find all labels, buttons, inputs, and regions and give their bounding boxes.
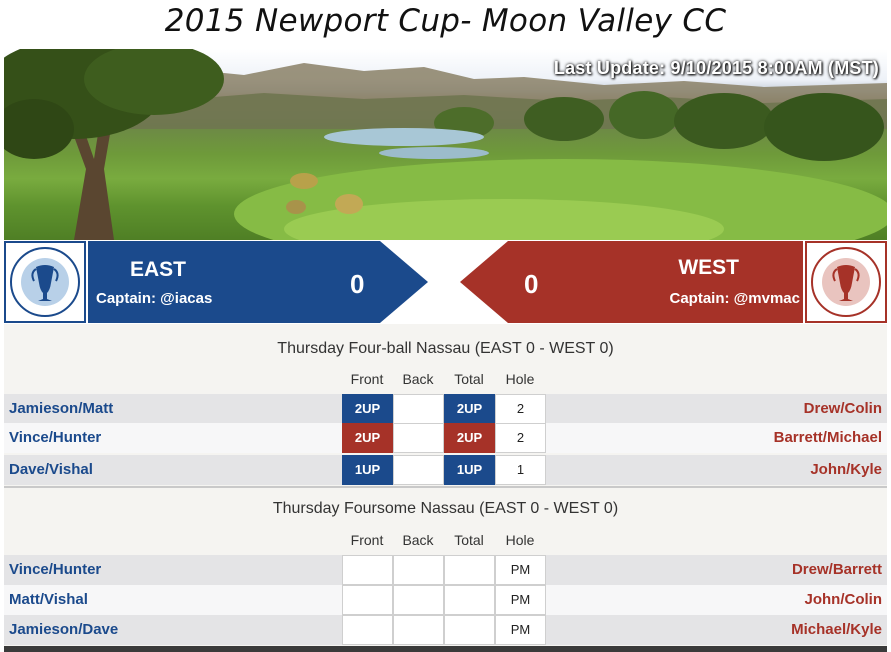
east-pair: Jamieson/Dave [9, 621, 119, 638]
match-row[interactable] [4, 585, 887, 615]
back-cell [393, 615, 444, 645]
west-pair: John/Colin [804, 591, 882, 608]
match-row[interactable] [4, 423, 887, 453]
east-score: 0 [350, 269, 365, 299]
east-pair: Vince/Hunter [9, 429, 102, 446]
col-hole: Hole [505, 532, 535, 548]
total-cell [444, 555, 495, 585]
total-cell: 1UP [444, 455, 495, 485]
match-row[interactable] [4, 615, 887, 645]
match-row[interactable] [4, 455, 887, 485]
west-team-banner [460, 241, 803, 323]
west-pair: Drew/Colin [803, 400, 882, 417]
hole-cell: PM [495, 585, 546, 615]
golf-course-hero-image [4, 49, 887, 240]
col-front: Front [350, 371, 384, 387]
total-cell [444, 585, 495, 615]
east-banner-shape [88, 241, 428, 323]
east-pair: Jamieson/Matt [9, 400, 114, 417]
front-cell [342, 615, 393, 645]
match-row[interactable] [4, 394, 887, 424]
team-scoreboard [4, 240, 887, 324]
back-cell [393, 423, 444, 453]
front-cell: 2UP [342, 394, 393, 424]
col-total: Total [454, 532, 484, 548]
east-pair: Dave/Vishal [9, 461, 93, 478]
back-cell [393, 585, 444, 615]
west-team-logo [805, 241, 887, 323]
east-pair: Vince/Hunter [9, 561, 102, 578]
west-score: 0 [524, 269, 539, 299]
front-cell [342, 585, 393, 615]
section-title: Thursday Foursome Nassau (EAST 0 - WEST 0) [272, 500, 619, 517]
sand-trap-logo-icon [6, 243, 84, 321]
footer-bar [4, 646, 887, 652]
hole-cell: PM [495, 555, 546, 585]
west-pair: Drew/Barrett [791, 561, 882, 578]
east-team-name: EAST [130, 258, 187, 281]
section-title: Thursday Four-ball Nassau (EAST 0 - WEST 0) [277, 340, 614, 357]
back-cell [393, 455, 444, 485]
west-pair: Michael/Kyle [791, 621, 882, 638]
hole-cell: 2 [495, 394, 546, 424]
fourball-section [4, 324, 887, 486]
col-total: Total [454, 371, 484, 387]
page-title: 2015 Newport Cup- Moon Valley CC [164, 3, 727, 39]
west-team-name: WEST [678, 256, 739, 279]
front-cell: 2UP [342, 423, 393, 453]
east-pair: Matt/Vishal [9, 591, 88, 608]
total-cell: 2UP [444, 394, 495, 424]
last-update-text: Last Update: 9/10/2015 8:00AM (MST) [553, 58, 879, 78]
hole-cell: 1 [495, 455, 546, 485]
foursome-section [4, 488, 887, 646]
front-cell: 1UP [342, 455, 393, 485]
total-cell [444, 615, 495, 645]
match-row[interactable] [4, 555, 887, 585]
east-team-logo [4, 241, 86, 323]
west-pair: Barrett/Michael [773, 429, 882, 446]
hole-cell: PM [495, 615, 546, 645]
back-cell [393, 394, 444, 424]
sand-trap-logo-icon [807, 243, 885, 321]
east-captain: Captain: @iacas [96, 290, 213, 307]
west-captain: Captain: @mvmac [669, 290, 800, 307]
front-cell [342, 555, 393, 585]
west-pair: John/Kyle [810, 461, 882, 478]
col-front: Front [350, 532, 384, 548]
col-back: Back [402, 371, 434, 387]
hole-cell: 2 [495, 423, 546, 453]
col-back: Back [402, 532, 434, 548]
total-cell: 2UP [444, 423, 495, 453]
col-hole: Hole [505, 371, 535, 387]
back-cell [393, 555, 444, 585]
east-team-banner [88, 241, 428, 323]
west-banner-shape [460, 241, 803, 323]
